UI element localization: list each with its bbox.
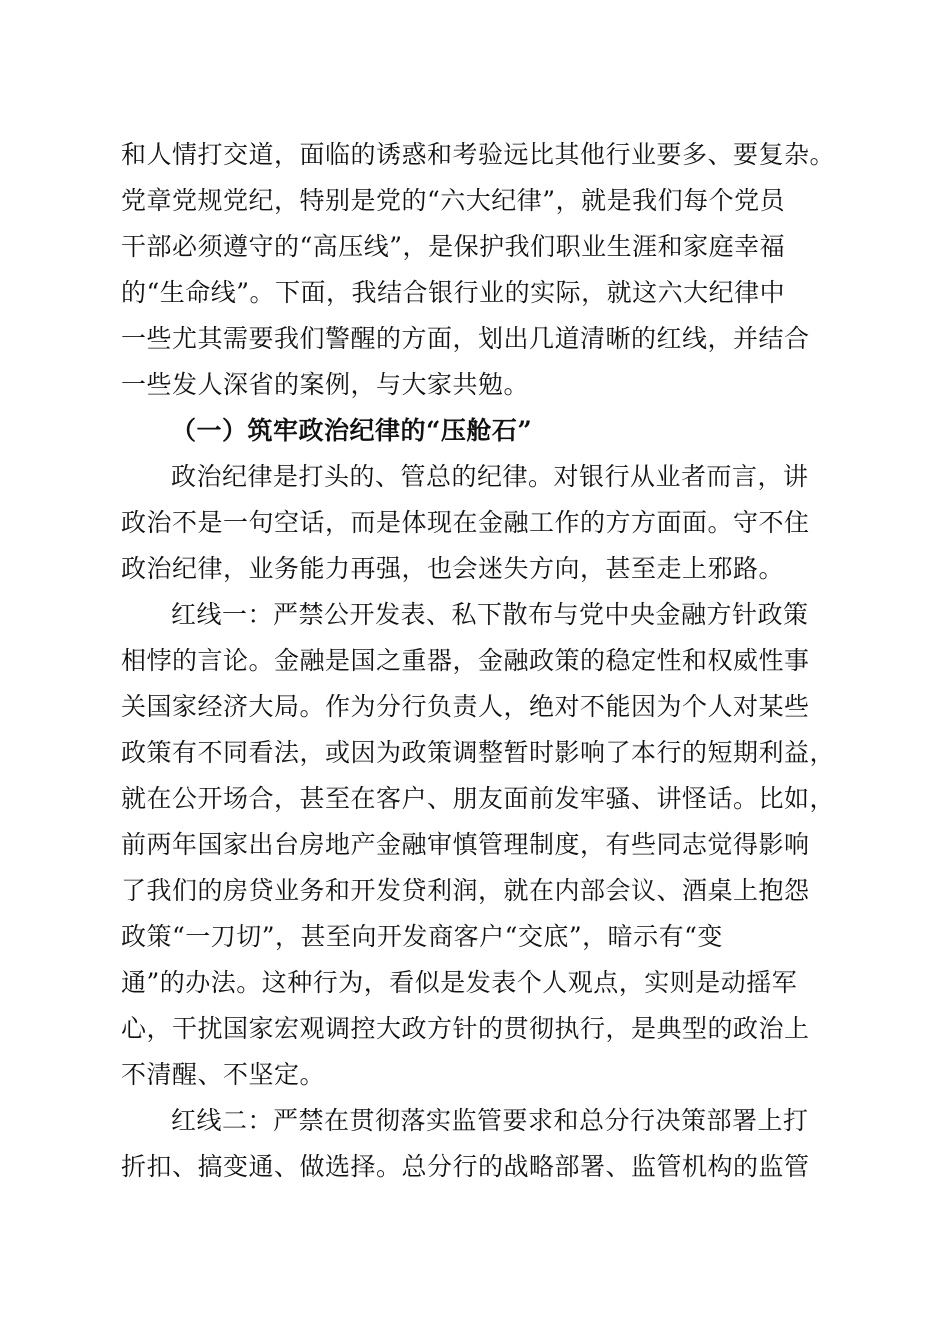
paragraph-line: 和人情打交道，面临的诱惑和考验远比其他行业要多、要复杂。 — [121, 140, 836, 169]
paragraph-line: 一些发人深省的案例，与大家共勉。 — [121, 370, 530, 399]
paragraph-line: 政治纪律是打头的、管总的纪律。对银行从业者而言，讲 — [171, 462, 809, 491]
paragraph-line: 就在公开场合，甚至在客户、朋友面前发牢骚、讲怪话。比如， — [121, 784, 836, 813]
paragraph-line: 干部必须遵守的“高压线”，是保护我们职业生涯和家庭幸福 — [121, 232, 786, 261]
paragraph-line: 了我们的房贷业务和开发贷利润，就在内部会议、酒桌上抱怨 — [121, 876, 810, 905]
paragraph-line: 前两年国家出台房地产金融审慎管理制度，有些同志觉得影响 — [121, 830, 810, 859]
paragraph-line: 的“生命线”。下面，我结合银行业的实际，就这六大纪律中 — [121, 278, 786, 307]
paragraph-line: 关国家经济大局。作为分行负责人，绝对不能因为个人对某些 — [121, 692, 810, 721]
paragraph-line: 心，干扰国家宏观调控大政方针的贯彻执行，是典型的政治上 — [121, 1014, 810, 1043]
paragraph-line: 一些尤其需要我们警醒的方面，划出几道清晰的红线，并结合 — [121, 324, 810, 353]
paragraph-line: 红线二：严禁在贯彻落实监管要求和总分行决策部署上打 — [171, 1106, 809, 1135]
paragraph-line: 折扣、搞变通、做选择。总分行的战略部署、监管机构的监管 — [121, 1152, 810, 1181]
paragraph-line: 通”的办法。这种行为，看似是发表个人观点，实则是动摇军 — [121, 968, 798, 997]
paragraph-line: 政策有不同看法，或因为政策调整暂时影响了本行的短期利益， — [121, 738, 836, 767]
paragraph-line: 政策“一刀切”，甚至向开发商客户“交底”，暗示有“变 — [121, 922, 723, 951]
paragraph-line: 不清醒、不坚定。 — [121, 1060, 326, 1089]
paragraph-line: 政治不是一句空话，而是体现在金融工作的方方面面。守不住 — [121, 508, 810, 537]
paragraph-line: 相悖的言论。金融是国之重器，金融政策的稳定性和权威性事 — [121, 646, 810, 675]
paragraph-line: 红线一：严禁公开发表、私下散布与党中央金融方针政策 — [171, 600, 809, 629]
section-heading: （一）筑牢政治纪律的“压舱石” — [171, 416, 533, 445]
paragraph-line: 政治纪律，业务能力再强，也会迷失方向，甚至走上邪路。 — [121, 554, 785, 583]
paragraph-line: 党章党规党纪，特别是党的“六大纪律”，就是我们每个党员 — [121, 186, 786, 215]
